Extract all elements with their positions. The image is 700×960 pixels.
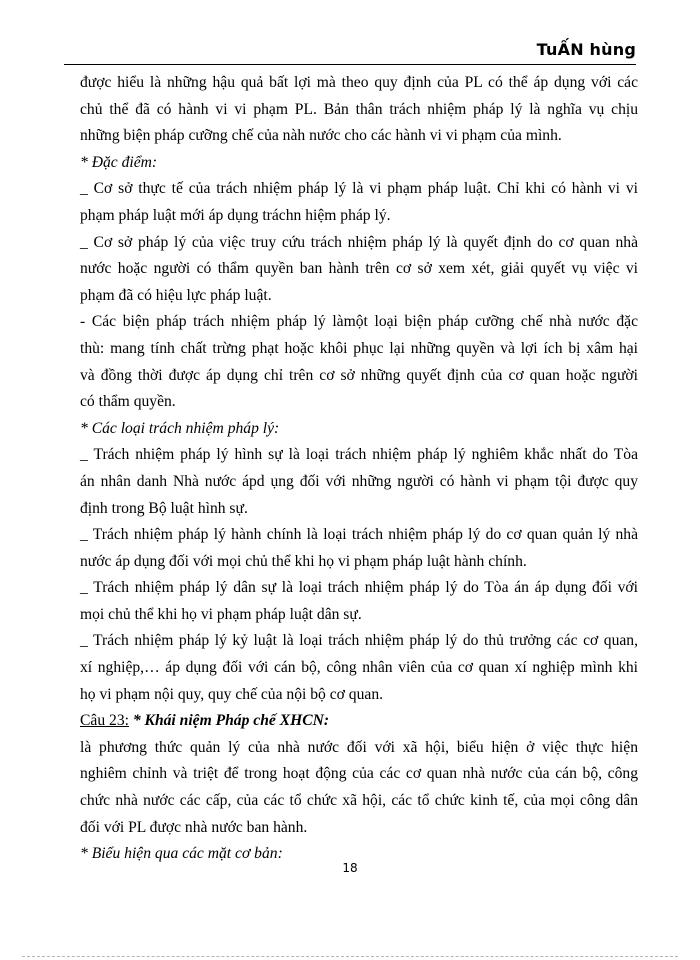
paragraph-line: chức nhà nước các cấp, của các tổ chức xã hội, các tổ chức kinh tế, của mọi công dân [80,792,638,810]
paragraph-line: án nhân danh Nhà nước ápd ụng đối với những người có hành vi phạm tội được quy [80,472,638,490]
paragraph-line: nước hoặc người có thẩm quyền ban hành trên cơ sở xem xét, giải quyết vụ việc vi [80,260,638,278]
paragraph-line: và đồng thời được áp dụng chỉ trên cơ sở những quyết định của cơ quan hoặc người [80,366,638,384]
section-heading: * Các loại trách nhiệm pháp lý: [80,419,280,437]
paragraph-line: - Các biện pháp trách nhiệm pháp lý làmột loại biện pháp cưỡng chế nhà nước đặc [80,313,638,331]
paragraph-line: nghiêm chỉnh và triệt để trong hoạt động của các cơ quan nhà nước của cán bộ, công [80,765,638,783]
paragraph-line: có thẩm quyền. [80,393,176,411]
header-divider [64,64,636,65]
body-text [80,70,638,868]
paragraph-line: _ Cơ sở thực tế của trách nhiệm pháp lý là vi phạm pháp luật. Chỉ khi có hành vi vi [80,180,638,198]
question-title: * Khái niệm Pháp chế XHCN: [132,712,330,730]
paragraph-line: phạm pháp luật mới áp dụng tráchn hiệm pháp lý. [80,206,391,224]
paragraph-line: _ Trách nhiệm pháp lý hình sự là loại trách nhiệm pháp lý nghiêm khắc nhất do Tòa [80,446,638,464]
question-heading [80,708,638,735]
paragraph-line: _ Trách nhiệm pháp lý dân sự là loại trách nhiệm pháp lý do Tòa án áp dụng đối với [80,579,638,597]
paragraph-line: _ Cơ sở pháp lý của việc truy cứu trách nhiệm pháp lý là quyết định do cơ quan nhà [80,233,638,251]
paragraph-line: thù: mang tính chất trừng phạt hoặc khôi phục lại những quyền và lợi ích bị xâm hại [80,339,638,357]
paragraph-line: định trong Bộ luật hình sự. [80,499,248,517]
paragraph-line: là phương thức quản lý của nhà nước đối với xã hội, biểu hiện ở việc thực hiện [80,738,638,756]
paragraph-line: được hiểu là những hậu quả bất lợi mà theo quy định của PL có thể áp dụng với các [80,74,638,91]
paragraph-line: mọi chủ thể khi họ vi phạm pháp luật dân sự. [80,605,362,623]
paragraph-line: phạm đã có hiệu lực pháp luật. [80,286,272,304]
paragraph-line: _ Trách nhiệm pháp lý hành chính là loại trách nhiệm pháp lý do cơ quan quản lý nhà [80,526,638,544]
paragraph-line: đối với PL được nhà nước ban hành. [80,818,308,836]
header-author: TuẤN hùng [536,40,636,59]
question-label: Câu 23: [80,712,129,730]
paragraph-line: nước áp dụng đối với mọi chủ thể khi họ vi phạm pháp luật hành chính. [80,552,527,570]
page-number: 18 [342,861,358,875]
paragraph-line: _ Trách nhiệm pháp lý kỷ luật là loại trách nhiệm pháp lý do thủ trưởng các cơ quan, [80,632,638,650]
section-heading: * Đặc điểm: [80,153,158,171]
paragraph-line: những biện pháp cưỡng chế của nàh nước cho các hành vi vi phạm của mình. [80,127,562,145]
section-heading: * Biểu hiện qua các mặt cơ bản: [80,845,283,863]
paragraph-line: xí nghiệp,… áp dụng đối với cán bộ, công nhân viên của cơ quan xí nghiệp mình khi [80,659,638,677]
page-bottom-divider [22,956,678,957]
paragraph-line: họ vi phạm nội quy, quy chế của nội bộ cơ quan. [80,685,384,703]
paragraph-line: chủ thể đã có hành vi vi phạm PL. Bản thân trách nhiệm pháp lý là nghĩa vụ chịu [80,100,638,118]
